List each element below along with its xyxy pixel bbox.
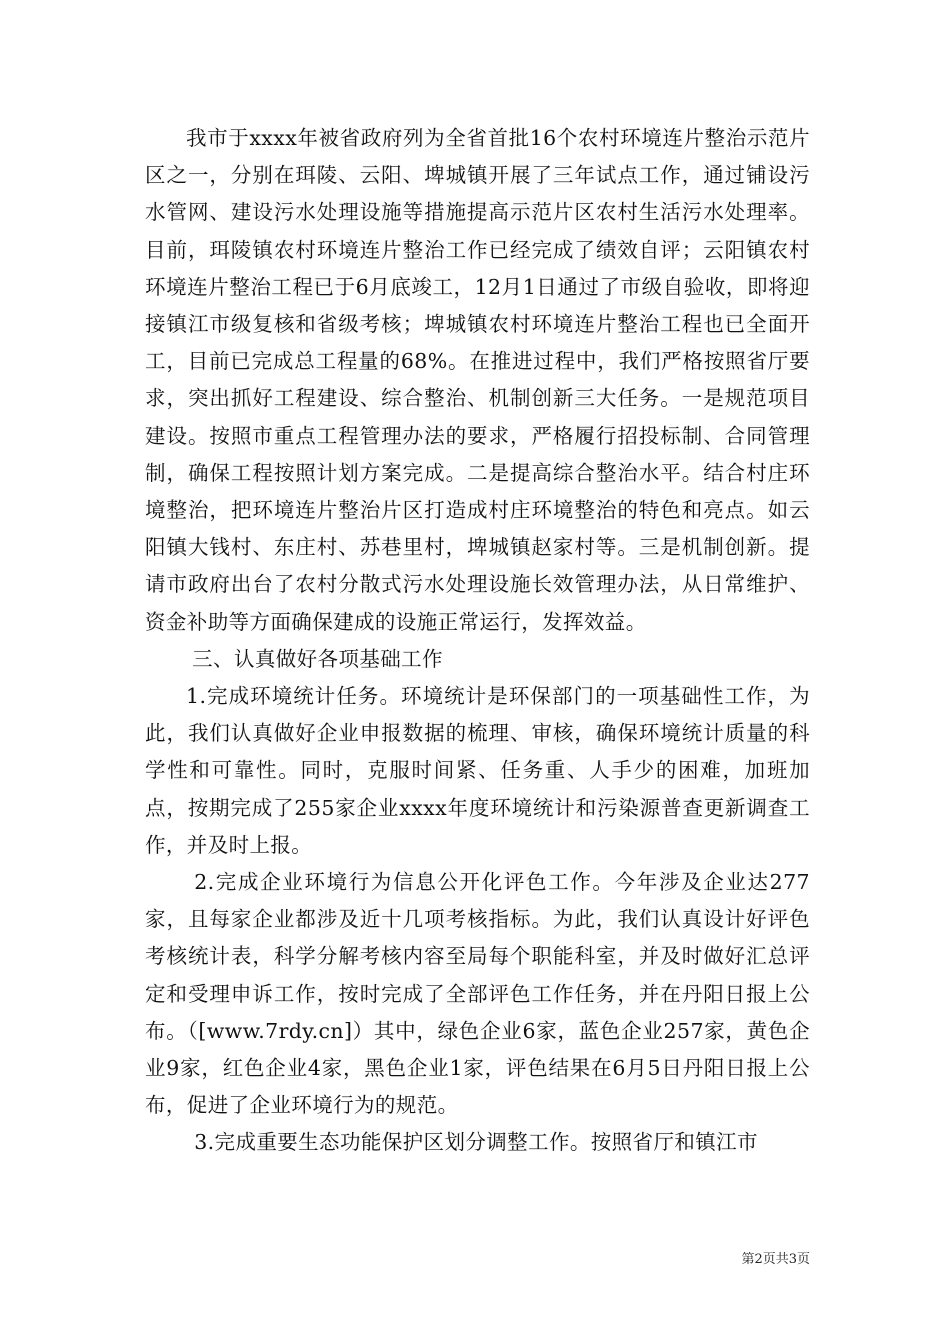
section-heading-basic-work: 三、认真做好各项基础工作 — [192, 646, 443, 671]
body-text — [145, 120, 810, 1162]
page-number-footer: 第2页共3页 — [741, 1252, 810, 1267]
paragraph-enterprise-rating: 2.完成企业环境行为信息公开化评色工作。今年涉及企业达277家，且每家企业都涉及近十几项考核指标。为此，我们认真设计好评色考核统计表，科学分解考核内容至局每个职能科室，并及时做好汇总评定和受理申诉工作，按时完成了全部评色工作任务，并在丹阳日报上公布。（[www.7rdy.cn]）其中，绿色企业6家，蓝色企业257家，黄色企业9家，红色企业4家，黑色企业1家，评色结果在6月5日丹阳日报上公布，促进了企业环境行为的规范。 — [145, 870, 810, 1118]
paragraph-ecological-zone: 3.完成重要生态功能保护区划分调整工作。按照省厅和镇江市 — [194, 1130, 758, 1155]
paragraph-rural-environment: 我市于xxxx年被省政府列为全省首批16个农村环境连片整治示范片区之一，分别在珥陵、云阳、埤城镇开展了三年试点工作，通过铺设污水管网、建设污水处理设施等措施提高示范片区农村生活污水处理率。目前，珥陵镇农村环境连片整治工作已经完成了绩效自评；云阳镇农村环境连片整治工程已于6月底竣工，12月1日通过了市级自验收，即将迎接镇江市级复核和省级考核；埤城镇农村环境连片整治工程也已全面开工，目前已完成总工程量的68%。在推进过程中，我们严格按照省厅要求，突出抓好工程建设、综合整治、机制创新三大任务。一是规范项目建设。按照市重点工程管理办法的要求，严格履行招投标制、合同管理制，确保工程按照计划方案完成。二是提高综合整治水平。结合村庄环境整治，把环境连片整治片区打造成村庄环境整治的特色和亮点。如云阳镇大钱村、东庄村、苏巷里村，埤城镇赵家村等。三是机制创新。提请市政府出台了农村分散式污水处理设施长效管理办法，从日常维护、资金补助等方面确保建成的设施正常运行，发挥效益。 — [145, 126, 810, 634]
paragraph-environment-statistics: 1.完成环境统计任务。环境统计是环保部门的一项基础性工作，为此，我们认真做好企业申报数据的梳理、审核，确保环境统计质量的科学性和可靠性。同时，克服时间紧、任务重、人手少的困难，加班加点，按期完成了255家企业xxxx年度环境统计和污染源普查更新调查工作，并及时上报。 — [145, 684, 810, 857]
